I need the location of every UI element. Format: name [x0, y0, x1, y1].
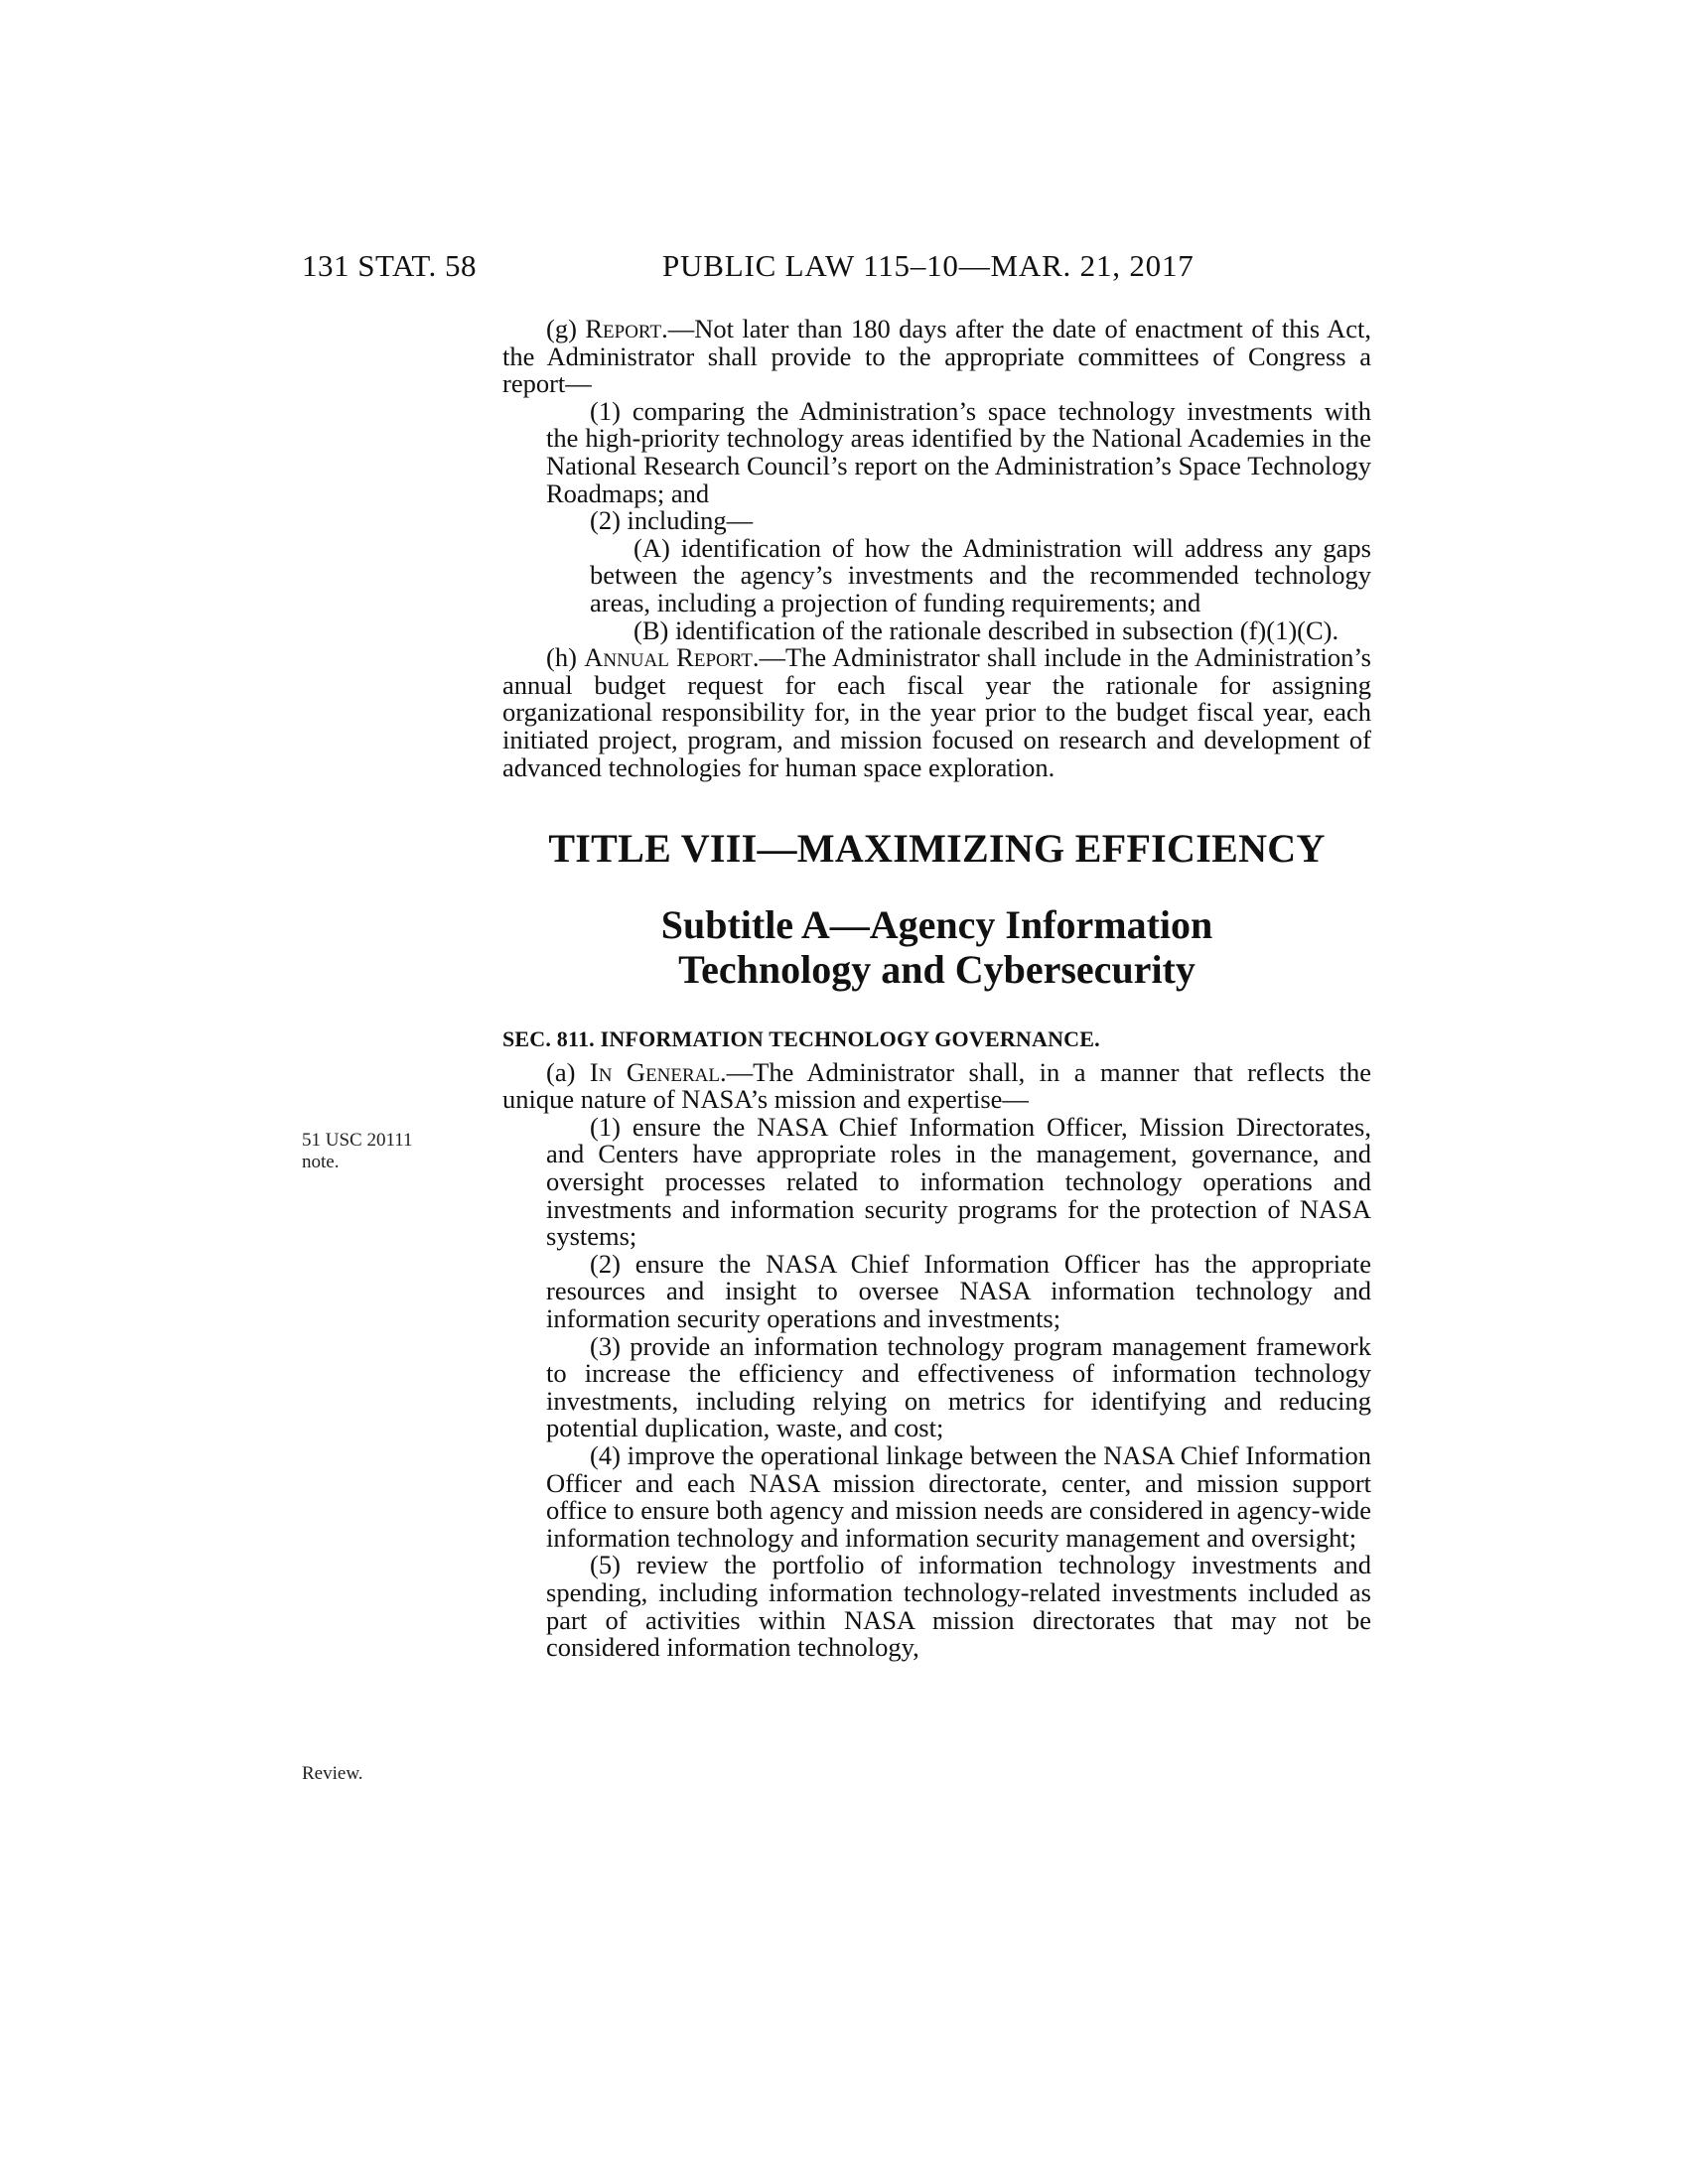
section-811-a-heading: In General: [589, 1056, 721, 1087]
section-811-a-label: (a): [546, 1056, 590, 1087]
subsection-g-text: .—Not later than 180 days after the date of enactment of this Act, the Administrator shall provide to the appropriate committees of Congress a report—: [502, 314, 1371, 399]
margin-citation-line2: note.: [302, 1152, 340, 1172]
section-811-item-1: (1) ensure the NASA Chief Information Officer, Mission Directorates, and Centers have appropriate roles in the management, governance, and oversight processes related to information technology operations and investments and information security programs for the protection of NASA systems;: [546, 1111, 1371, 1252]
section-811-item-4: (4) improve the operational linkage between the NASA Chief Information Officer and each NASA mission directorate, center, and mission support office to ensure both agency and mission needs are considered in agency-wide information technology and information security management and oversight;: [546, 1440, 1371, 1553]
subsection-g-item-2b: (B) identification of the rationale described in subsection (f)(1)(C).: [633, 614, 1339, 645]
section-811-heading: SEC. 811. INFORMATION TECHNOLOGY GOVERNANCE.: [502, 1026, 1100, 1052]
subtitle-heading: [502, 902, 1371, 992]
subsection-h-text: .—The Administrator shall include in the Administration’s annual budget request for each fiscal year the rationale for assigning organizational responsibility for, in the year prior to the budget fiscal year, each initiated project, program, and mission focused on research and development of advanced technologies for human space exploration.: [502, 642, 1371, 782]
margin-citation: [302, 1130, 413, 1173]
page-number: 131 STAT. 58: [302, 248, 478, 283]
subsection-h-heading: Annual Report: [584, 642, 753, 673]
subtitle-line-1: Subtitle A—Agency Information: [660, 902, 1213, 948]
subsection-g-item-1: (1) comparing the Administration’s space technology investments with the high-priority technology areas identified by the National Academies in the National Research Council’s report on the Administration’s Space Technology Roadmaps; and: [546, 395, 1371, 508]
running-header: [0, 246, 1688, 286]
document-body: [502, 316, 1371, 1662]
section-811-a-text: .—The Administrator shall, in a manner that reflects the unique nature of NASA’s mission and expertise—: [502, 1056, 1371, 1115]
subsection-g: [502, 316, 1371, 398]
title-heading: TITLE VIII—MAXIMIZING EFFICIENCY: [548, 826, 1326, 872]
margin-citation-line1: 51 USC 20111: [302, 1130, 413, 1151]
running-title: PUBLIC LAW 115–10—MAR. 21, 2017: [662, 248, 1195, 283]
section-811-item-5: (5) review the portfolio of information technology investments and spending, including information technology-related investments included as part of activities within NASA mission directorates that may not be considered information technology,: [546, 1550, 1371, 1663]
subsection-g-label: (g): [546, 314, 586, 343]
section-811-item-3: (3) provide an information technology program management framework to increase the efficiency and effectiveness of information technology investments, including relying on metrics for identifying and reducing potential duplication, waste, and cost;: [546, 1330, 1371, 1443]
section-811-subsection-a: [502, 1056, 1371, 1115]
section-811-item-2: (2) ensure the NASA Chief Information Officer has the appropriate resources and insight to oversee NASA information technology and information security operations and investments;: [546, 1248, 1371, 1334]
margin-review-note: Review.: [302, 1763, 363, 1784]
subsection-h-label: (h): [546, 642, 585, 673]
subsection-h: [502, 644, 1371, 781]
subsection-g-item-2: (2) including—: [590, 505, 754, 536]
subsection-g-item-2a: (A) identification of how the Administration will address any gaps between the agency’s investments and the recommended technology areas, including a projection of funding requirements; and: [590, 532, 1371, 617]
title-block: [502, 825, 1371, 992]
subsection-g-heading: Report: [585, 314, 662, 343]
subtitle-line-2: Technology and Cybersecurity: [678, 947, 1196, 993]
